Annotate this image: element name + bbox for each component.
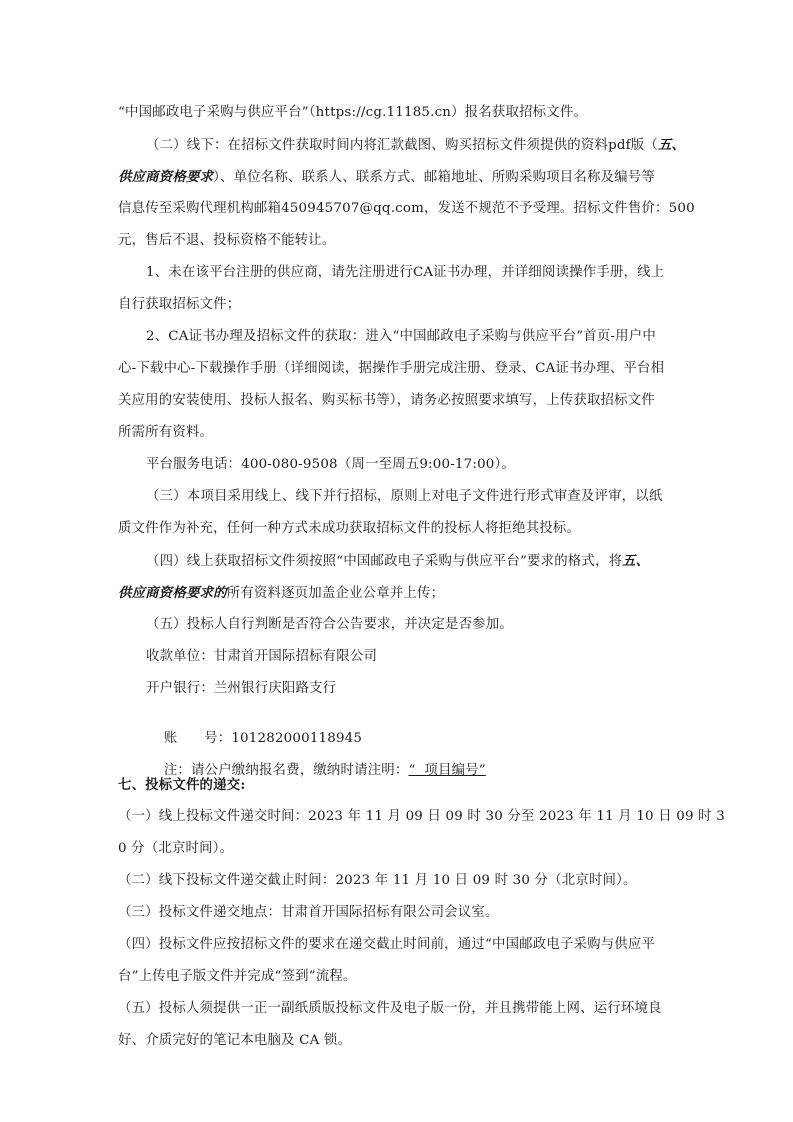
emphasis-text: 供应商资格要求的 bbox=[118, 585, 227, 601]
paragraph-line bbox=[146, 488, 662, 506]
paragraph-line bbox=[118, 584, 444, 603]
text-span: 信息传至采购代理机构邮箱450945707@qq.com，发送不规范不予受理。招标文件售价：500 bbox=[118, 201, 695, 216]
text-span: ）、单位名称、联系人、联系方式、邮箱地址、所购采购项目名称及编号等 bbox=[213, 170, 655, 185]
text-span: 注：请公户缴纳报名费，缴纳时请注明： bbox=[163, 763, 409, 778]
paragraph-line bbox=[146, 136, 685, 155]
emphasis-text: 五、 bbox=[622, 553, 650, 569]
paragraph-line bbox=[118, 200, 695, 218]
list-item-line bbox=[118, 904, 499, 922]
section-heading bbox=[118, 776, 245, 794]
text-span: 账 号：101282000118945 bbox=[163, 731, 363, 746]
text-span: 开户银行：兰州银行庆阳路支行 bbox=[146, 681, 337, 696]
paragraph-line bbox=[118, 232, 335, 250]
list-item-line bbox=[118, 872, 637, 890]
list-item-line bbox=[118, 968, 357, 986]
text-span: 1、未在该平台注册的供应商，请先注册进行CA证书办理，并详细阅读操作手册，线上 bbox=[146, 265, 665, 280]
bank-line bbox=[146, 680, 336, 698]
paragraph-line bbox=[118, 360, 664, 378]
text-span: 自行获取招标文件； bbox=[118, 297, 241, 312]
list-item-line bbox=[118, 840, 233, 858]
text-span: 2、CA证书办理及招标文件的获取：进入“中国邮政电子采购与供应平台”首页-用户中 bbox=[146, 329, 656, 344]
paragraph-line bbox=[118, 424, 213, 442]
paragraph-line bbox=[118, 520, 580, 538]
paragraph-line bbox=[146, 264, 664, 282]
text-span: 心-下载中心-下载操作手册（详细阅读，据操作手册完成注册、登录、CA证书办理、平台相 bbox=[118, 361, 665, 376]
text-span: “中国邮政电子采购与供应平台”（https://cg.11185.cn）报名获取招标文件。 bbox=[118, 105, 588, 120]
text-span: （一）线上投标文件递交时间：2023 年 11 月 09 日 09 时 30 分至 2023 年 11 月 10 日 09 时 3 bbox=[118, 809, 725, 824]
paragraph-line bbox=[118, 392, 655, 410]
text-span: 所需所有资料。 bbox=[118, 425, 214, 440]
paragraph-line bbox=[146, 552, 649, 571]
text-span: （四）投标文件应按招标文件的要求在递交截止时间前，通过“中国邮政电子采购与供应平 bbox=[118, 937, 656, 952]
list-item-line bbox=[118, 808, 725, 826]
text-span: 元，售后不退、投标资格不能转让。 bbox=[118, 233, 336, 248]
text-span: （五）投标人自行判断是否符合公告要求，并决定是否参加。 bbox=[146, 617, 513, 632]
paragraph-line bbox=[146, 616, 513, 634]
text-span: 台”上传电子版文件并完成“签到”流程。 bbox=[118, 969, 357, 984]
text-span: 平台服务电话：400-080-9508（周一至周五9:00-17:00）。 bbox=[146, 457, 515, 472]
paragraph-line bbox=[146, 328, 656, 346]
list-item-line bbox=[118, 1032, 351, 1050]
payee-line bbox=[146, 648, 377, 666]
text-span: 质文件作为补充，任何一种方式未成功获取招标文件的投标人将拒绝其投标。 bbox=[118, 521, 581, 536]
underlined-text: “ 项目编号” bbox=[408, 763, 486, 778]
text-span: 好、介质完好的笔记本电脑及 CA 锁。 bbox=[118, 1033, 352, 1048]
text-span: 收款单位：甘肃首开国际招标有限公司 bbox=[146, 649, 378, 664]
paragraph-line bbox=[118, 168, 655, 187]
text-span: （五）投标人须提供一正一副纸质版投标文件及电子版一份，并且携带能上网、运行环境良 bbox=[118, 1001, 662, 1016]
list-item-line bbox=[118, 936, 655, 954]
paragraph-line bbox=[118, 296, 240, 314]
emphasis-text: 供应商资格要求 bbox=[118, 169, 214, 185]
text-span: 七、投标文件的递交: bbox=[118, 777, 246, 793]
text-span: 关应用的安装使用、投标人报名、购买标书等），请务必按照要求填写，上传获取招标文件 bbox=[118, 393, 655, 408]
text-span: （三）投标文件递交地点：甘肃首开国际招标有限公司会议室。 bbox=[118, 905, 499, 920]
list-item-line bbox=[118, 1000, 662, 1018]
text-span: （三）本项目采用线上、线下并行招标，原则上对电子文件进行形式审查及评审，以纸 bbox=[146, 489, 663, 504]
paragraph-line bbox=[146, 456, 515, 474]
text-span: 所有资料逐页加盖企业公章并上传； bbox=[226, 586, 445, 601]
text-span: （二）线下：在招标文件获取时间内将汇款截图、购买招标文件须提供的资料pdf版（ bbox=[146, 138, 658, 153]
text-span: （二）线下投标文件递交截止时间：2023 年 11 月 10 日 09 时 30 分（北京时间）。 bbox=[118, 873, 637, 888]
text-span: （四）线上获取招标文件须按照“中国邮政电子采购与供应平台”要求的格式，将 bbox=[146, 554, 623, 569]
text-span: 0 分（北京时间）。 bbox=[118, 841, 234, 856]
paragraph-line bbox=[118, 104, 587, 122]
emphasis-text: 五、 bbox=[657, 137, 686, 153]
